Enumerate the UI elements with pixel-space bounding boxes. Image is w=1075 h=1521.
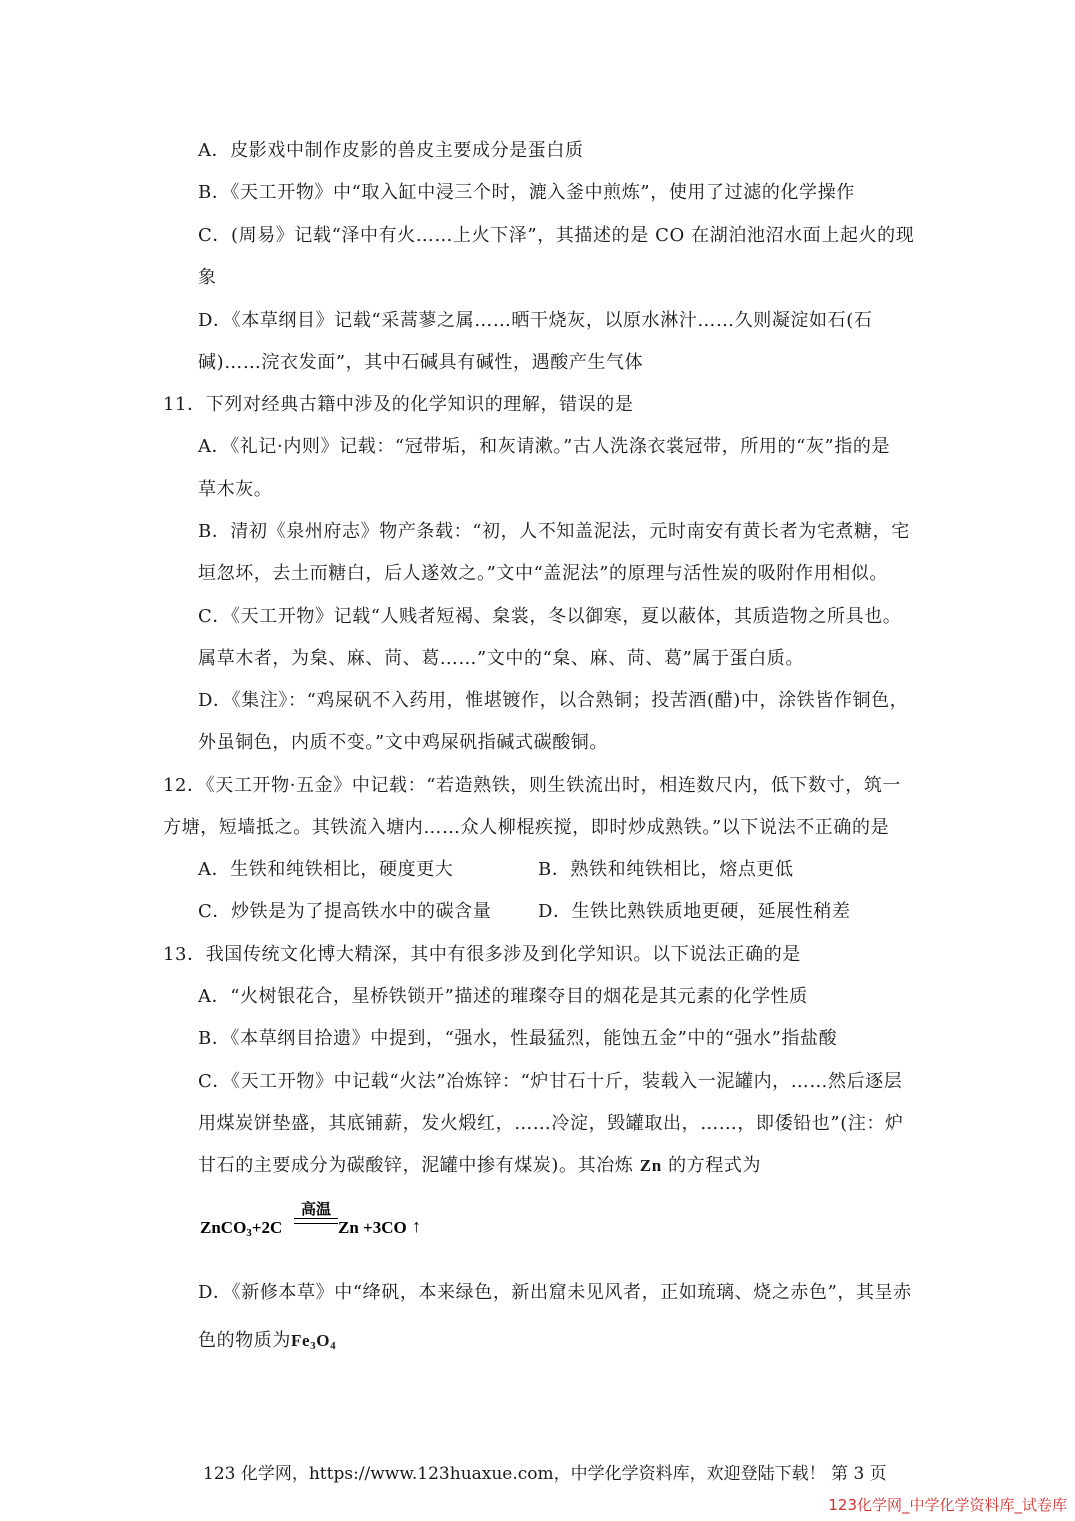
site-watermark: 123化学网_中学化学资料库_试卷库 <box>828 1496 1067 1514</box>
gas-arrow-icon: ↑ <box>412 1216 421 1236</box>
equation-znco3: ZnCO <box>200 1218 247 1237</box>
q11-option-a-line2: 草木灰。 <box>198 479 273 500</box>
q12-stem-line2: 方塘，短墙抵之。其铁流入塘内……众人柳棍疾搅，即时炒成熟铁。”以下说法不正确的是 <box>163 817 890 838</box>
equation-lhs <box>200 1218 282 1239</box>
fe-subscript: 3 <box>310 1340 317 1352</box>
q13-option-d-line2 <box>198 1328 336 1359</box>
equation-bar-bottom <box>294 1223 338 1224</box>
q11-option-d-line2: 外虽铜色，内质不变。”文中鸡屎矾指碱式碳酸铜。 <box>198 732 608 753</box>
equation-rhs: Zn +3CO <box>338 1218 407 1237</box>
q12-option-c: C．炒铁是为了提高铁水中的碳含量 <box>198 901 492 922</box>
q13-option-d-line1: D．《新修本草》中“绛矾，本来绿色，新出窟未见风者，正如琉璃、烧之赤色”，其呈赤 <box>198 1282 912 1303</box>
q10-option-c-line2: 象 <box>198 267 217 288</box>
q11-option-b-line2: 垣忽坏，去土而糖白，后人遂效之。”文中“盖泥法”的原理与活性炭的吸附作用相似。 <box>198 563 889 584</box>
q10-option-d-line2: 碱)……浣衣发面”，其中石碱具有碱性，遇酸产生气体 <box>198 352 644 373</box>
q13-d2-prefix: 色的物质为 <box>198 1330 291 1351</box>
fe3o4-formula <box>291 1331 336 1350</box>
page-footer: 123 化学网，https://www.123huaxue.com，中学化学资料库，欢迎登陆下载！ 第 3 页 <box>203 1464 887 1484</box>
q13-c3-prefix: 甘石的主要成分为碳酸锌，泥罐中掺有煤炭)。其冶炼 <box>198 1155 634 1176</box>
q10-option-d-line1: D．《本草纲目》记载“采蒿蓼之属……晒干烧灰，以原水淋汁……久则凝淀如石(石 <box>198 310 873 331</box>
o-subscript: 4 <box>330 1340 337 1352</box>
q11-option-a-line1: A．《礼记·内则》记载：“冠带垢，和灰请漱。”古人洗涤衣裳冠带，所用的“灰”指的是 <box>198 436 891 457</box>
o-symbol: O <box>316 1331 331 1350</box>
zn-formula: Zn <box>639 1156 662 1175</box>
q10-option-c-line1: C．(周易》记载“泽中有火……上火下泽”，其描述的是 CO 在湖泊池沼水面上起火的现 <box>198 225 915 246</box>
q11-option-c-line1: C．《天工开物》记载“人贱者短褐、枲裳，冬以御寒，夏以蔽体，其质造物之所具也。 <box>198 606 902 627</box>
q12-stem-line1: 12．《天工开物·五金》中记载：“若造熟铁，则生铁流出时，相连数尺内，低下数寸，筑一 <box>163 775 902 796</box>
q13-option-c-line1: C．《天工开物》中记载“火法”冶炼锌：“炉甘石十斤，装载入一泥罐内，……然后逐层 <box>198 1071 903 1092</box>
q13-option-c-line3 <box>198 1153 761 1179</box>
equation-bar-top <box>294 1218 338 1219</box>
q10-option-a: A．皮影戏中制作皮影的兽皮主要成分是蛋白质 <box>198 140 584 161</box>
q13-stem: 13．我国传统文化博大精深，其中有很多涉及到化学知识。以下说法正确的是 <box>163 944 801 965</box>
q11-option-c-line2: 属草木者，为枲、麻、苘、葛……”文中的“枲、麻、苘、葛”属于蛋白质。 <box>198 648 805 669</box>
q12-option-d: D．生铁比熟铁质地更硬，延展性稍差 <box>538 901 851 922</box>
q13-c3-suffix: 的方程式为 <box>668 1155 762 1176</box>
fe-symbol: Fe <box>291 1331 311 1350</box>
q12-option-a: A．生铁和纯铁相比，硬度更大 <box>198 859 454 880</box>
q11-option-b-line1: B．清初《泉州府志》物产条载：“初，人不知盖泥法，元时南安有黄长者为宅煮糖，宅 <box>198 521 910 542</box>
equation-plus-2c: +2C <box>251 1218 283 1237</box>
equation-condition: 高温 <box>300 1200 331 1218</box>
q11-stem: 11．下列对经典古籍中涉及的化学知识的理解，错误的是 <box>163 394 634 415</box>
equation-subscript-3: 3 <box>246 1227 252 1239</box>
q13-option-a: A．“火树银花合，星桥铁锁开”描述的璀璨夺目的烟花是其元素的化学性质 <box>198 986 808 1007</box>
q12-option-b: B．熟铁和纯铁相比，熔点更低 <box>538 859 794 880</box>
q11-option-d-line1: D．《集注》：“鸡屎矾不入药用，惟堪镀作，以合熟铜；投苦酒(醋)中，涂铁皆作铜色， <box>198 690 909 711</box>
q10-option-b: B．《天工开物》中“取入缸中浸三个时，漉入釜中煎炼”，使用了过滤的化学操作 <box>198 182 855 203</box>
q13-option-c-line2: 用煤炭饼垫盛，其底铺薪，发火煅红，……冷淀，毁罐取出，……，即倭铅也”(注：炉 <box>198 1113 904 1134</box>
q13-option-b: B．《本草纲目拾遗》中提到，“强水，性最猛烈，能蚀五金”中的“强水”指盐酸 <box>198 1028 838 1049</box>
